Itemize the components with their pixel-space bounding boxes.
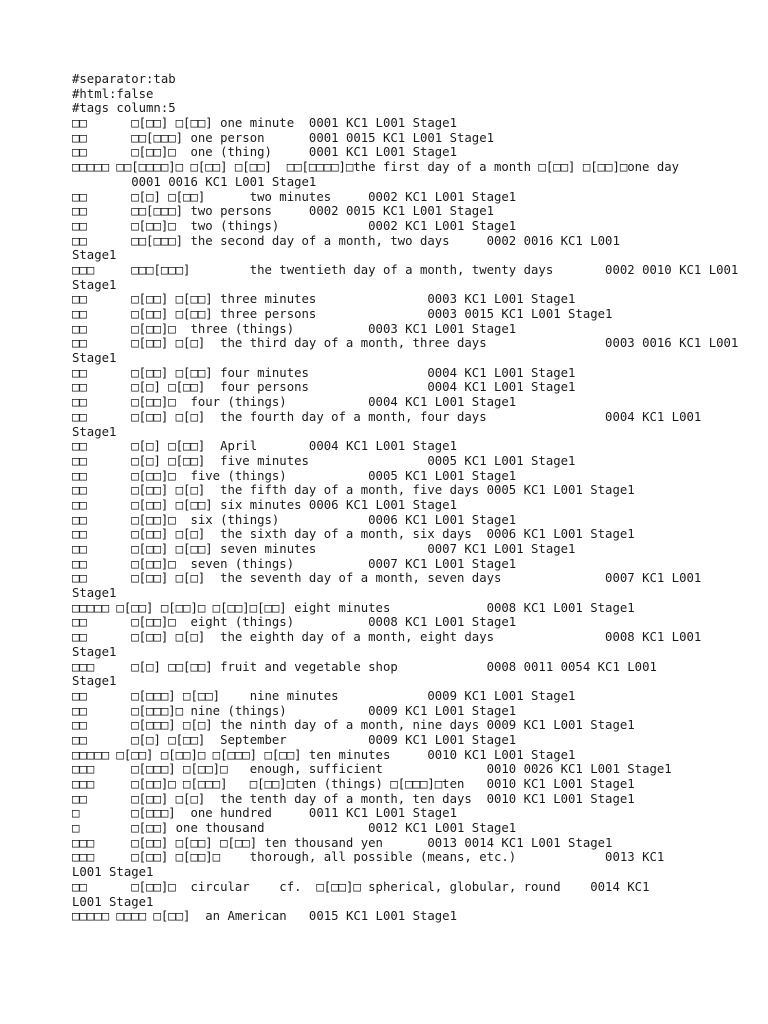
text-line: □□ □[□□]□ circular cf. □[□□]□ spherical, globular, round 0014 KC1: [72, 879, 650, 894]
text-line: Stage1: [72, 351, 117, 366]
text-line: Stage1: [72, 277, 117, 292]
text-line: □□□□□ □[□□] □[□□]□ □[□□]□[□□] eight minutes 0008 KC1 L001 Stage1: [72, 600, 635, 615]
text-line: □□ □[□□]□ eight (things) 0008 KC1 L001 Stage1: [72, 615, 517, 630]
text-line: □□ □[□□]□ four (things) 0004 KC1 L001 Stage1: [72, 395, 517, 410]
text-line: □□ □□[□□□] the second day of a month, two days 0002 0016 KC1 L001: [72, 233, 620, 248]
text-line: □□ □[□□]□ one (thing) 0001 KC1 L001 Stage1: [72, 145, 457, 160]
text-line: □□ □[□□] □[□] the fourth day of a month, four days 0004 KC1 L001: [72, 409, 702, 424]
text-line: □□ □[□□] □[□□] one minute 0001 KC1 L001 Stage1: [72, 116, 457, 131]
text-line: □□ □[□□]□ two (things) 0002 KC1 L001 Stage1: [72, 218, 517, 233]
text-line: □□ □[□□]□ three (things) 0003 KC1 L001 Stage1: [72, 321, 517, 336]
text-line: □□□□□ □[□□] □[□□]□ □[□□□] □[□□] ten minutes 0010 KC1 L001 Stage1: [72, 747, 576, 762]
text-line: #separator:tab: [72, 72, 176, 86]
text-line: □□□□□ □□□□ □[□□] an American 0015 KC1 L001 Stage1: [72, 909, 457, 924]
text-line: □□ □[□□]□ six (things) 0006 KC1 L001 Stage1: [72, 512, 517, 527]
text-line: #tags column:5: [72, 101, 176, 116]
text-line: □□ □[□] □[□□] four persons 0004 KC1 L001 Stage1: [72, 380, 576, 395]
text-line: □□□ □□□[□□□] the twentieth day of a month, twenty days 0002 0010 KC1 L001: [72, 262, 739, 277]
text-line: □□ □[□□] □[□] the tenth day of a month, ten days 0010 KC1 L001 Stage1: [72, 791, 635, 806]
text-line: □□□ □[□] □□[□□] fruit and vegetable shop 0008 0011 0054 KC1 L001: [72, 659, 657, 674]
text-line: □□□ □[□□□] □[□□]□ enough, sufficient 0010 0026 KC1 L001 Stage1: [72, 762, 672, 777]
text-line: □□ □[□] □[□□] April 0004 KC1 L001 Stage1: [72, 439, 457, 454]
text-line: #html:false: [72, 86, 154, 101]
text-line: □□ □[□□] □[□□] four minutes 0004 KC1 L001 Stage1: [72, 365, 576, 380]
text-line: Stage1: [72, 674, 117, 689]
text-line: □□□ □[□□] □[□□]□ thorough, all possible (means, etc.) 0013 KC1: [72, 850, 665, 865]
text-line: Stage1: [72, 644, 117, 659]
text-line: □□ □[□□] □[□□] six minutes 0006 KC1 L001 Stage1: [72, 497, 457, 512]
text-line: □□ □[□□] □[□] the third day of a month, three days 0003 0016 KC1 L001: [72, 336, 739, 351]
text-line: □□ □□[□□□] one person 0001 0015 KC1 L001 Stage1: [72, 130, 495, 145]
text-line: □□ □[□□□]□ nine (things) 0009 KC1 L001 Stage1: [72, 703, 517, 718]
text-line: □□ □[□□□] □[□] the ninth day of a month, nine days 0009 KC1 L001 Stage1: [72, 718, 635, 733]
text-line: □□ □□[□□□] two persons 0002 0015 KC1 L001 Stage1: [72, 204, 495, 219]
text-line: L001 Stage1: [72, 865, 154, 880]
text-line: □□ □[□□] □[□] the eighth day of a month, eight days 0008 KC1 L001: [72, 630, 702, 645]
text-line: □□ □[□□]□ five (things) 0005 KC1 L001 Stage1: [72, 468, 517, 483]
text-line: Stage1: [72, 586, 117, 601]
text-line: 0001 0016 KC1 L001 Stage1: [72, 174, 317, 189]
text-line: □□ □[□□] □[□□] seven minutes 0007 KC1 L001 Stage1: [72, 542, 576, 556]
text-line: □□ □[□□] □[□□] three minutes 0003 KC1 L001 Stage1: [72, 292, 576, 307]
text-line: Stage1: [72, 248, 117, 263]
text-line: □□ □[□] □[□□] two minutes 0002 KC1 L001 Stage1: [72, 189, 517, 204]
text-line: □□ □[□□□] □[□□] nine minutes 0009 KC1 L001 Stage1: [72, 688, 576, 703]
text-line: □□ □[□□] □[□] the fifth day of a month, five days 0005 KC1 L001 Stage1: [72, 483, 635, 498]
text-line: □□ □[□□] □[□] the seventh day of a month, seven days 0007 KC1 L001: [72, 571, 702, 586]
text-line: □□ □[□□] □[□□] three persons 0003 0015 KC1 L001 Stage1: [72, 307, 613, 321]
text-line: □□□ □[□□]□ □[□□□] □[□□]□ten (things) □[□□□]□ten 0010 KC1 L001 Stage1: [72, 777, 635, 791]
text-line: □□□ □[□□] □[□□] □[□□] ten thousand yen 0013 0014 KC1 L001 Stage1: [72, 835, 613, 850]
text-line: □ □[□□□] one hundred 0011 KC1 L001 Stage1: [72, 806, 457, 821]
text-line: □□ □[□□]□ seven (things) 0007 KC1 L001 Stage1: [72, 556, 517, 571]
text-line: □□ □[□] □[□□] five minutes 0005 KC1 L001 Stage1: [72, 453, 576, 468]
text-line: L001 Stage1: [72, 894, 154, 909]
text-line: Stage1: [72, 424, 117, 439]
document-page: [72, 72, 739, 924]
text-line: □□ □[□] □[□□] September 0009 KC1 L001 Stage1: [72, 732, 517, 747]
text-line: □□ □[□□] □[□] the sixth day of a month, six days 0006 KC1 L001 Stage1: [72, 527, 635, 542]
text-line: □ □[□□] one thousand 0012 KC1 L001 Stage1: [72, 821, 517, 836]
text-line: □□□□□ □□[□□□□]□ □[□□] □[□□] □□[□□□□]□the first day of a month □[□□] □[□□]□one day: [72, 160, 680, 175]
